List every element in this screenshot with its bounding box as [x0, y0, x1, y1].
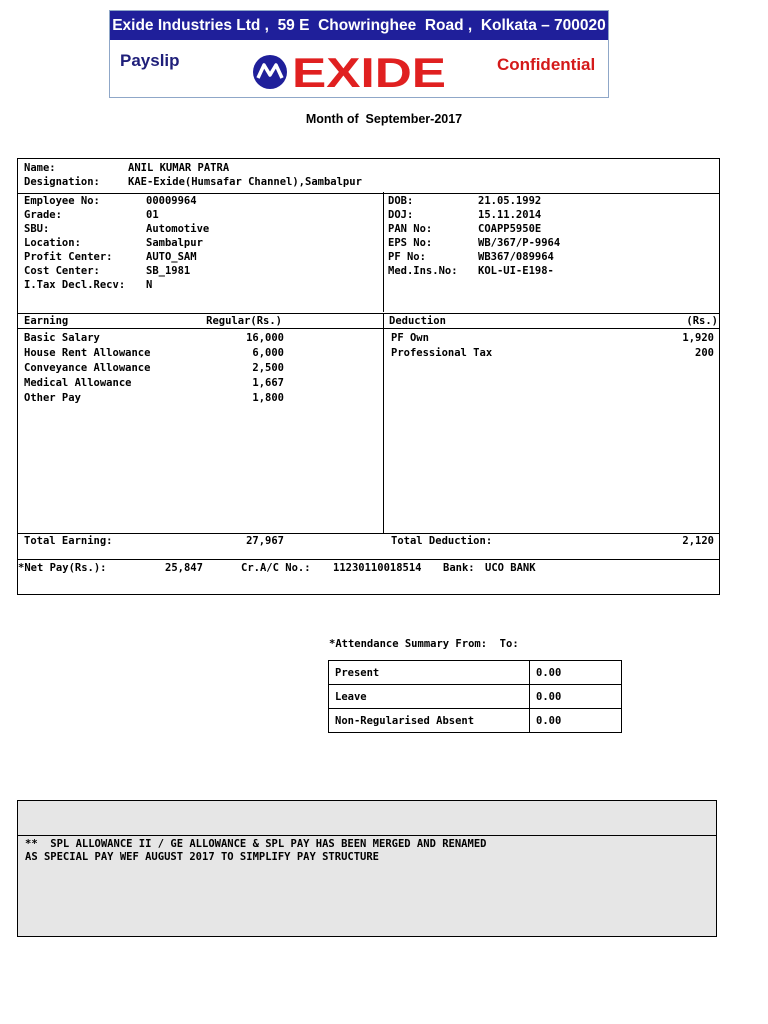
detail-value: 00009964: [146, 195, 197, 207]
detail-label: DOJ:: [388, 209, 414, 221]
note-line: ** SPL ALLOWANCE II / GE ALLOWANCE & SPL PAY HAS BEEN MERGED AND RENAMED: [25, 838, 487, 850]
detail-label: I.Tax Decl.Recv:: [24, 279, 126, 291]
confidential-label: Confidential: [497, 55, 596, 74]
section-top-rule: [18, 313, 719, 314]
detail-label: PAN No:: [388, 223, 433, 235]
details-divider: [383, 192, 384, 312]
deduction-label: PF Own: [391, 332, 429, 344]
attendance-label: Present: [329, 661, 530, 685]
account-number: 11230110018514: [333, 562, 422, 574]
header-rule: [18, 328, 719, 329]
attendance-value: 0.00: [530, 685, 622, 709]
detail-value: COAPP5950E: [478, 223, 542, 235]
earning-label: House Rent Allowance: [24, 347, 151, 359]
detail-label: Grade:: [24, 209, 62, 221]
attendance-value: 0.00: [530, 709, 622, 733]
bank-label: Bank:: [443, 562, 475, 574]
totals-rule: [18, 533, 719, 534]
detail-label: SBU:: [24, 223, 50, 235]
employee-designation: KAE-Exide(Humsafar Channel),Sambalpur: [128, 176, 362, 188]
earning-label: Conveyance Allowance: [24, 362, 151, 374]
net-pay-box: [17, 559, 720, 595]
attendance-row: [329, 709, 622, 733]
detail-value: Automotive: [146, 223, 210, 235]
deduction-header: Deduction: [389, 315, 446, 327]
detail-label: Med.Ins.No:: [388, 265, 458, 277]
note-separator: [18, 835, 716, 836]
deduction-amount: 1,920: [682, 332, 714, 344]
detail-value: Sambalpur: [146, 237, 203, 249]
attendance-label: Leave: [329, 685, 530, 709]
earning-label: Basic Salary: [24, 332, 100, 344]
attendance-title: *Attendance Summary From: To:: [329, 638, 519, 650]
attendance-row: [329, 661, 622, 685]
detail-label: Cost Center:: [24, 265, 100, 277]
detail-value: WB367/089964: [478, 251, 554, 263]
earning-header: Earning: [24, 315, 69, 327]
employee-name: ANIL KUMAR PATRA: [128, 162, 230, 174]
earning-label: Other Pay: [24, 392, 81, 404]
earning-amount: 1,800: [252, 392, 284, 404]
total-earning-amount: 27,967: [246, 535, 284, 547]
earning-amount: 2,500: [252, 362, 284, 374]
account-label: Cr.A/C No.:: [241, 562, 311, 574]
net-pay-amount: 25,847: [165, 562, 203, 574]
attendance-table: [328, 660, 622, 733]
detail-value: KOL-UI-E198-: [478, 265, 554, 277]
attendance-value: 0.00: [530, 661, 622, 685]
detail-label: PF No:: [388, 251, 426, 263]
earning-amount-header: Regular(Rs.): [206, 315, 282, 327]
deduction-label: Professional Tax: [391, 347, 493, 359]
detail-value: WB/367/P-9964: [478, 237, 561, 249]
detail-value: N: [146, 279, 153, 291]
name-label: Name:: [24, 162, 56, 174]
note-line: AS SPECIAL PAY WEF AUGUST 2017 TO SIMPLIFY PAY STRUCTURE: [25, 851, 380, 863]
employee-name-box: [17, 158, 720, 194]
detail-value: 15.11.2014: [478, 209, 542, 221]
attendance-label: Non-Regularised Absent: [329, 709, 530, 733]
note-box: [17, 800, 717, 937]
deduction-amount: 200: [695, 347, 714, 359]
detail-value: SB_1981: [146, 265, 191, 277]
total-deduction-label: Total Deduction:: [391, 535, 493, 547]
company-banner: [109, 10, 609, 98]
detail-value: AUTO_SAM: [146, 251, 197, 263]
designation-label: Designation:: [24, 176, 100, 188]
total-deduction-amount: 2,120: [682, 535, 714, 547]
employee-details-box: [17, 192, 720, 314]
detail-value: 21.05.1992: [478, 195, 542, 207]
svg-text:EXIDE: EXIDE: [292, 51, 446, 93]
total-earning-label: Total Earning:: [24, 535, 113, 547]
detail-value: 01: [146, 209, 159, 221]
net-pay-label: *Net Pay(Rs.):: [18, 562, 107, 574]
detail-label: Profit Center:: [24, 251, 113, 263]
earnings-deductions-box: [17, 313, 720, 560]
detail-label: EPS No:: [388, 237, 433, 249]
payslip-label: Payslip: [120, 51, 180, 70]
detail-label: Location:: [24, 237, 81, 249]
exide-logo: [250, 51, 450, 93]
earn-ded-divider: [383, 313, 384, 533]
detail-label: Employee No:: [24, 195, 100, 207]
bank-name: UCO BANK: [485, 562, 536, 574]
company-address: Exide Industries Ltd , 59 E Chowringhee Road , Kolkata – 700020: [110, 11, 608, 40]
earning-amount: 16,000: [246, 332, 284, 344]
earning-amount: 6,000: [252, 347, 284, 359]
detail-label: DOB:: [388, 195, 414, 207]
earning-amount: 1,667: [252, 377, 284, 389]
attendance-row: [329, 685, 622, 709]
earning-label: Medical Allowance: [24, 377, 132, 389]
pay-month: Month of September-2017: [305, 112, 463, 126]
deduction-amount-header: (Rs.): [686, 315, 718, 327]
